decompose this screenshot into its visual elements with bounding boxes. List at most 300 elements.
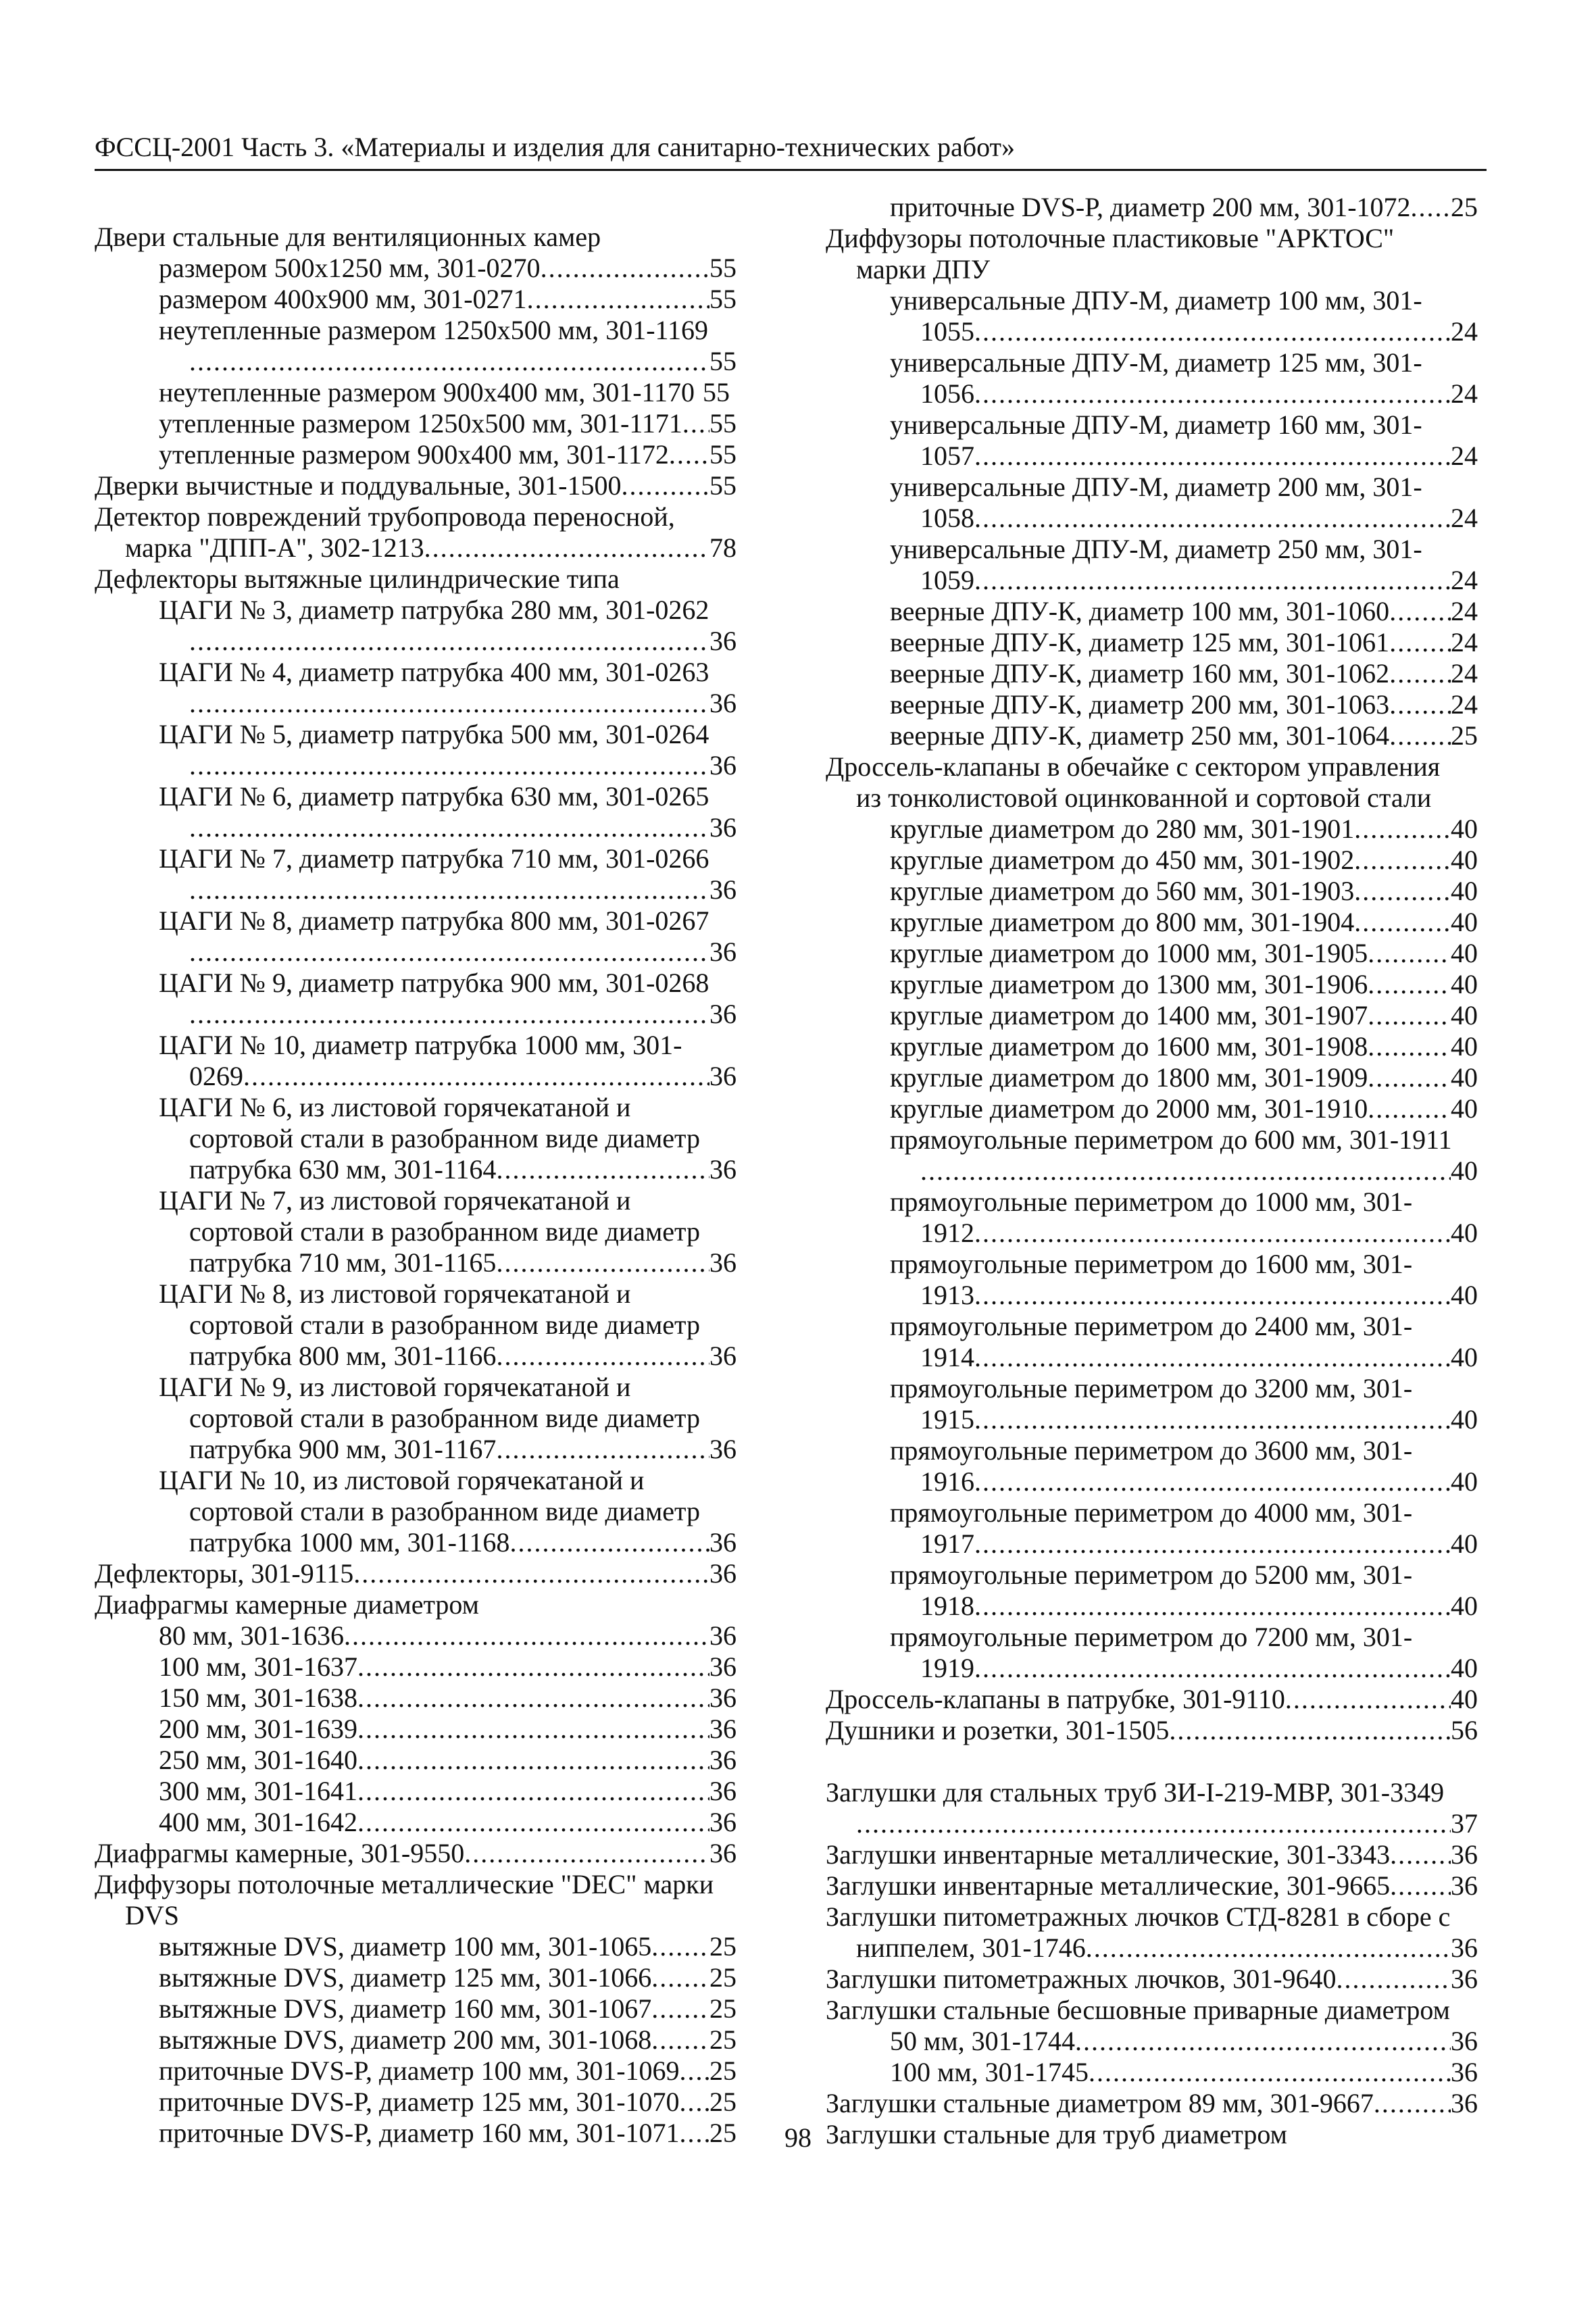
entry-text: неутепленные размером 1250x500 мм, 301-1169 <box>159 315 709 345</box>
entry-text: вытяжные DVS, диаметр 125 мм, 301-1066 <box>159 1962 652 1993</box>
entry-page-number: 25 <box>709 1993 737 2024</box>
leader-dots <box>1354 814 1451 845</box>
leader-dots <box>527 284 709 315</box>
entry-page-number: 36 <box>709 1061 737 1091</box>
entry-page-number: 55 <box>709 408 737 439</box>
leader-dots <box>357 1651 709 1683</box>
index-entry <box>826 1249 1478 1311</box>
index-entry <box>826 814 1478 845</box>
entry-text: Заглушки питометражных лючков, 301-9640 <box>826 1964 1337 1994</box>
entry-page-number: 40 <box>1451 1218 1478 1248</box>
leader-dots <box>1390 1870 1451 1901</box>
index-entry <box>95 1651 737 1683</box>
leader-dots <box>1089 2057 1451 2088</box>
index-entry <box>95 1278 737 1372</box>
leader-dots <box>357 1776 709 1807</box>
index-entry <box>95 1838 737 1869</box>
index-entry <box>826 1497 1478 1560</box>
entry-page-number: 36 <box>709 1434 737 1464</box>
index-entry <box>826 1622 1478 1684</box>
entry-page-number: 40 <box>1451 845 1478 875</box>
entry-text: ниппелем, 301-1746 <box>856 1933 1086 1963</box>
leader-dots <box>357 1807 709 1838</box>
entry-page-number: 40 <box>1451 1031 1478 1062</box>
entry-page-number: 36 <box>709 1714 737 1744</box>
entry-page-number: 24 <box>1451 441 1478 471</box>
leader-dots <box>974 441 1451 472</box>
index-column-right <box>826 192 1478 2150</box>
leader-dots <box>1086 1933 1451 1964</box>
index-entry <box>95 470 737 501</box>
leader-dots <box>464 1838 709 1869</box>
leader-dots <box>1390 1839 1451 1870</box>
entry-page-number: 40 <box>1451 1591 1478 1621</box>
entry-page-number: 25 <box>709 1931 737 1962</box>
index-column-left <box>95 222 737 2149</box>
entry-page-number: 40 <box>1451 1466 1478 1497</box>
leader-dots <box>974 1404 1451 1435</box>
entry-text: 1914 <box>920 1342 974 1372</box>
index-entry <box>95 1185 737 1278</box>
entry-text: прямоугольные периметром до 5200 мм, 301- <box>890 1560 1413 1590</box>
entry-page-number: 40 <box>1451 814 1478 844</box>
index-entry <box>826 596 1478 627</box>
page-number: 98 <box>784 2122 812 2153</box>
entry-text: ЦАГИ № 9, из листовой горячекатаной и <box>159 1372 631 1402</box>
entry-page-number: 40 <box>1451 1404 1478 1435</box>
entry-page-number: 55 <box>709 346 737 376</box>
leader-dots <box>1411 192 1451 223</box>
leader-dots <box>496 1341 709 1372</box>
entry-text: вытяжные DVS, диаметр 160 мм, 301-1067 <box>159 1993 652 2024</box>
entry-text: 100 мм, 301-1637 <box>159 1651 357 1682</box>
entry-page-number: 36 <box>709 1558 737 1589</box>
index-entry <box>95 968 737 1030</box>
entry-text: патрубка 900 мм, 301-1167 <box>189 1434 497 1464</box>
entry-text: Заглушки для стальных труб ЗИ-I-219-МВР, 301-3349 <box>826 1777 1445 1808</box>
leader-dots <box>1354 845 1451 876</box>
page-header: ФССЦ-2001 Часть 3. «Материалы и изделия для санитарно-технических работ» <box>95 128 1487 171</box>
leader-dots <box>974 1218 1451 1249</box>
index-entry <box>826 1000 1478 1031</box>
leader-dots <box>189 346 709 377</box>
entry-text: универсальные ДПУ-М, диаметр 160 мм, 301- <box>890 409 1422 440</box>
entry-page-number: 25 <box>709 2118 737 2148</box>
entry-text: Заглушки питометражных лючков СТД-8281 в сборе с <box>826 1901 1451 1932</box>
entry-text: приточные DVS-P, диаметр 160 мм, 301-1071 <box>159 2118 680 2148</box>
entry-text: Детектор повреждений трубопровода переносной, <box>95 501 675 532</box>
index-entry <box>826 782 1478 814</box>
entry-text: веерные ДПУ-К, диаметр 250 мм, 301-1064 <box>890 720 1390 751</box>
index-entry <box>95 501 737 564</box>
entry-page-number: 40 <box>1451 938 1478 968</box>
entry-text: круглые диаметром до 1000 мм, 301-1905 <box>890 938 1368 968</box>
leader-dots <box>974 503 1451 534</box>
index-entry <box>95 719 737 781</box>
index-entry <box>95 1620 737 1651</box>
entry-text: неутепленные размером 900x400 мм, 301-1170 <box>159 377 695 407</box>
entry-text: сортовой стали в разобранном виде диаметр <box>189 1310 701 1340</box>
entry-page-number: 24 <box>1451 503 1478 533</box>
entry-page-number: 36 <box>709 1776 737 1806</box>
entry-text: Дроссель-клапаны в обечайке с сектором управления <box>826 751 1441 782</box>
index-entry <box>826 409 1478 472</box>
entry-text: универсальные ДПУ-М, диаметр 100 мм, 301- <box>890 285 1422 316</box>
entry-text: Дефлекторы, 301-9115 <box>95 1558 354 1589</box>
leader-dots <box>189 999 709 1030</box>
entry-text: вытяжные DVS, диаметр 200 мм, 301-1068 <box>159 2024 652 2055</box>
index-entry <box>826 938 1478 969</box>
entry-text: Душники и розетки, 301-1505 <box>826 1715 1170 1745</box>
index-entry <box>95 781 737 843</box>
entry-text: размером 500x1250 мм, 301-0270 <box>159 253 541 283</box>
entry-page-number: 36 <box>709 1247 737 1278</box>
entry-text: размером 400x900 мм, 301-0271 <box>159 284 527 314</box>
leader-dots <box>1368 1093 1451 1124</box>
entry-page-number: 36 <box>1451 1870 1478 1901</box>
entry-text: марка "ДПП-А", 302-1213 <box>125 532 424 563</box>
leader-dots <box>974 1528 1451 1560</box>
entry-text: 1917 <box>920 1528 974 1559</box>
entry-text: прямоугольные периметром до 7200 мм, 301- <box>890 1622 1413 1652</box>
entry-text: Дверки вычистные и поддувальные, 301-1500 <box>95 470 622 501</box>
index-entry <box>826 969 1478 1000</box>
leader-dots <box>357 1683 709 1714</box>
index-entry <box>826 347 1478 409</box>
index-entry <box>95 657 737 719</box>
entry-text: 1055 <box>920 316 974 347</box>
entry-text: круглые диаметром до 1600 мм, 301-1908 <box>890 1031 1368 1062</box>
entry-text: ЦАГИ № 4, диаметр патрубка 400 мм, 301-0263 <box>159 657 709 687</box>
leader-dots <box>1389 689 1451 720</box>
entry-page-number: 36 <box>709 688 737 718</box>
leader-dots <box>1389 658 1451 689</box>
entry-page-number: 40 <box>1451 1653 1478 1683</box>
entry-page-number: 36 <box>1451 1933 1478 1963</box>
entry-text: Дроссель-клапаны в патрубке, 301-9110 <box>826 1684 1285 1714</box>
entry-page-number: 36 <box>709 1527 737 1558</box>
entry-text: ЦАГИ № 5, диаметр патрубка 500 мм, 301-0264 <box>159 719 709 749</box>
index-entry <box>95 1589 737 1620</box>
entry-text: круглые диаметром до 560 мм, 301-1903 <box>890 876 1355 906</box>
index-entry <box>826 2026 1478 2057</box>
entry-text: Диафрагмы камерные, 301-9550 <box>95 1838 465 1868</box>
entry-text: ЦАГИ № 10, из листовой горячекатаной и <box>159 1465 645 1495</box>
entry-page-number: 36 <box>709 1651 737 1682</box>
entry-text: приточные DVS-P, диаметр 125 мм, 301-1070 <box>159 2087 680 2117</box>
entry-page-number: 24 <box>1451 378 1478 409</box>
entry-text: ЦАГИ № 8, диаметр патрубка 800 мм, 301-0267 <box>159 905 709 936</box>
index-entry <box>826 192 1478 223</box>
entry-page-number: 40 <box>1451 969 1478 999</box>
entry-text: ЦАГИ № 7, из листовой горячекатаной и <box>159 1185 631 1216</box>
entry-text: 100 мм, 301-1745 <box>890 2057 1089 2087</box>
entry-text: 1913 <box>920 1280 974 1310</box>
leader-dots <box>243 1061 709 1092</box>
entry-page-number: 36 <box>709 750 737 780</box>
entry-text: Диффузоры потолочные металлические "DEC" марки <box>95 1869 714 1899</box>
entry-text: 200 мм, 301-1639 <box>159 1714 357 1744</box>
entry-page-number: 36 <box>709 1683 737 1713</box>
leader-dots <box>1368 1031 1451 1062</box>
index-entry <box>95 1931 737 1962</box>
leader-dots <box>189 937 709 968</box>
index-entry <box>95 595 737 657</box>
index-entry <box>826 1901 1478 1964</box>
entry-page-number: 36 <box>709 874 737 905</box>
entry-text: сортовой стали в разобранном виде диаметр <box>189 1216 701 1247</box>
leader-dots <box>189 626 709 657</box>
index-entry <box>95 222 737 253</box>
entry-page-number: 36 <box>709 1838 737 1868</box>
entry-page-number: 24 <box>1451 596 1478 626</box>
index-entry <box>95 1030 737 1092</box>
entry-page-number: 36 <box>1451 2057 1478 2087</box>
entry-text: марки ДПУ <box>856 254 991 284</box>
entry-page-number: 24 <box>1451 627 1478 657</box>
entry-text: 1056 <box>920 378 974 409</box>
entry-page-number: 36 <box>709 1807 737 1837</box>
leader-dots <box>974 378 1451 409</box>
index-entry <box>95 1869 737 1931</box>
entry-text: приточные DVS-P, диаметр 100 мм, 301-1069 <box>159 2056 680 2086</box>
entry-text: универсальные ДПУ-М, диаметр 250 мм, 301- <box>890 534 1422 564</box>
entry-page-number: 56 <box>1451 1715 1478 1745</box>
leader-dots <box>669 439 709 470</box>
index-entry <box>95 1776 737 1807</box>
index-entry <box>95 439 737 470</box>
leader-dots <box>680 2087 709 2118</box>
entry-text: 250 мм, 301-1640 <box>159 1745 357 1775</box>
leader-dots <box>651 1993 709 2024</box>
entry-text: универсальные ДПУ-М, диаметр 125 мм, 301- <box>890 347 1422 378</box>
index-entry <box>95 253 737 284</box>
leader-dots <box>920 1155 1451 1187</box>
entry-page-number: 36 <box>1451 1839 1478 1870</box>
index-entry <box>826 1870 1478 1901</box>
leader-dots <box>353 1558 709 1589</box>
entry-text: утепленные размером 1250x500 мм, 301-1171 <box>159 408 682 439</box>
entry-page-number: 25 <box>1451 192 1478 222</box>
entry-page-number: 24 <box>1451 565 1478 595</box>
entry-page-number: 24 <box>1451 689 1478 720</box>
entry-page-number: 36 <box>1451 2026 1478 2056</box>
index-entry <box>826 1031 1478 1062</box>
entry-page-number: 25 <box>709 1962 737 1993</box>
index-entry <box>826 907 1478 938</box>
entry-page-number: 40 <box>1451 907 1478 937</box>
entry-page-number: 36 <box>709 937 737 967</box>
entry-page-number: 40 <box>1451 1000 1478 1030</box>
index-entry <box>826 1311 1478 1373</box>
index-entry <box>826 845 1478 876</box>
entry-text: 1058 <box>920 503 974 533</box>
index-entry <box>826 472 1478 534</box>
entry-text: Диафрагмы камерные диаметром <box>95 1589 479 1620</box>
entry-text: Двери стальные для вентиляционных камер <box>95 222 601 252</box>
entry-text: Заглушки стальные диаметром 89 мм, 301-9667 <box>826 2088 1374 2118</box>
index-entry <box>826 658 1478 689</box>
entry-text: круглые диаметром до 1300 мм, 301-1906 <box>890 969 1368 999</box>
leader-dots <box>344 1620 709 1651</box>
index-entry <box>95 1092 737 1185</box>
index-entry <box>826 2057 1478 2088</box>
index-entry <box>826 1777 1478 1839</box>
leader-dots <box>1169 1715 1451 1746</box>
entry-text: прямоугольные периметром до 1600 мм, 301- <box>890 1249 1413 1279</box>
leader-dots <box>651 2024 709 2056</box>
entry-text: DVS <box>125 1900 180 1931</box>
leader-dots <box>1389 720 1451 751</box>
index-entry <box>826 876 1478 907</box>
entry-text: 80 мм, 301-1636 <box>159 1620 344 1651</box>
index-entry <box>826 720 1478 751</box>
index-entry <box>95 564 737 595</box>
entry-text: сортовой стали в разобранном виде диаметр <box>189 1403 701 1433</box>
entry-text: ЦАГИ № 6, из листовой горячекатаной и <box>159 1092 631 1122</box>
index-entry <box>95 1807 737 1838</box>
index-entry <box>826 751 1478 782</box>
leader-dots <box>189 688 709 719</box>
entry-text: вытяжные DVS, диаметр 100 мм, 301-1065 <box>159 1931 652 1962</box>
entry-page-number: 36 <box>709 1620 737 1651</box>
entry-page-number: 55 <box>709 470 737 501</box>
entry-text: 1912 <box>920 1218 974 1248</box>
leader-dots <box>974 1466 1451 1497</box>
leader-dots <box>1368 938 1451 969</box>
entry-page-number: 24 <box>1451 658 1478 689</box>
leader-dots <box>496 1434 709 1465</box>
entry-text: ЦАГИ № 7, диаметр патрубка 710 мм, 301-0266 <box>159 843 709 874</box>
entry-text: круглые диаметром до 280 мм, 301-1901 <box>890 814 1355 844</box>
leader-dots <box>189 812 709 843</box>
entry-text: сортовой стали в разобранном виде диаметр <box>189 1123 701 1153</box>
index-entry <box>95 2087 737 2118</box>
entry-text: ЦАГИ № 6, диаметр патрубка 630 мм, 301-0265 <box>159 781 709 812</box>
leader-dots <box>974 1653 1451 1684</box>
leader-dots <box>509 1527 709 1558</box>
entry-page-number: 40 <box>1451 1062 1478 1093</box>
entry-text: прямоугольные периметром до 3600 мм, 301- <box>890 1435 1413 1466</box>
spacer <box>826 1746 1478 1777</box>
entry-page-number: 40 <box>1451 1684 1478 1714</box>
entry-text: 400 мм, 301-1642 <box>159 1807 357 1837</box>
entry-text: 50 мм, 301-1744 <box>890 2026 1075 2056</box>
entry-text: 0269 <box>189 1061 243 1091</box>
entry-page-number: 40 <box>1451 1280 1478 1310</box>
entry-page-number: 78 <box>709 532 737 563</box>
entry-text: 1057 <box>920 441 974 471</box>
entry-text: круглые диаметром до 1400 мм, 301-1907 <box>890 1000 1368 1030</box>
entry-page-number: 36 <box>709 1341 737 1371</box>
entry-page-number: 40 <box>1451 1093 1478 1124</box>
leader-dots <box>496 1154 709 1185</box>
index-entry <box>826 1684 1478 1715</box>
entry-page-number: 25 <box>709 2087 737 2117</box>
leader-dots <box>682 408 709 439</box>
leader-dots <box>357 1714 709 1745</box>
leader-dots <box>621 470 709 501</box>
entry-text: патрубка 800 мм, 301-1166 <box>189 1341 497 1371</box>
entry-page-number: 55 <box>709 439 737 470</box>
leader-dots <box>974 316 1451 347</box>
index-entry <box>95 1714 737 1745</box>
entry-page-number: 36 <box>709 626 737 656</box>
leader-dots <box>357 1745 709 1776</box>
entry-page-number: 24 <box>1451 316 1478 347</box>
index-entry <box>826 1715 1478 1746</box>
index-entry <box>95 1372 737 1465</box>
leader-dots <box>1374 2088 1451 2119</box>
index-entry <box>826 1435 1478 1497</box>
entry-text: прямоугольные периметром до 4000 мм, 301- <box>890 1497 1413 1528</box>
leader-dots <box>1354 876 1451 907</box>
index-entry <box>95 1558 737 1589</box>
leader-dots <box>1337 1964 1451 1995</box>
entry-text: круглые диаметром до 2000 мм, 301-1910 <box>890 1093 1368 1124</box>
entry-page-number: 40 <box>1451 876 1478 906</box>
entry-text: прямоугольные периметром до 600 мм, 301-1911 <box>890 1124 1452 1155</box>
index-entry <box>95 843 737 905</box>
index-entry <box>826 1839 1478 1870</box>
entry-text: сортовой стали в разобранном виде диаметр <box>189 1496 701 1526</box>
entry-text: 1918 <box>920 1591 974 1621</box>
leader-dots <box>189 750 709 781</box>
entry-text: прямоугольные периметром до 2400 мм, 301- <box>890 1311 1413 1341</box>
entry-text: Заглушки инвентарные металлические, 301-9665 <box>826 1870 1391 1901</box>
entry-page-number: 36 <box>709 1154 737 1185</box>
leader-dots <box>1285 1684 1451 1715</box>
index-entry <box>95 905 737 968</box>
index-entry <box>826 2088 1478 2119</box>
entry-text: веерные ДПУ-К, диаметр 125 мм, 301-1061 <box>890 627 1390 657</box>
index-entry <box>95 377 737 408</box>
entry-text: патрубка 1000 мм, 301-1168 <box>189 1527 510 1558</box>
entry-text: 1919 <box>920 1653 974 1683</box>
entry-page-number: 40 <box>1451 1528 1478 1559</box>
entry-text: 1059 <box>920 565 974 595</box>
index-entry <box>826 534 1478 596</box>
entry-page-number: 40 <box>1451 1155 1478 1186</box>
entry-page-number: 25 <box>709 2024 737 2055</box>
entry-page-number: 40 <box>1451 1342 1478 1372</box>
leader-dots <box>1354 907 1451 938</box>
index-entry <box>95 408 737 439</box>
entry-page-number: 25 <box>709 2056 737 2086</box>
entry-text: прямоугольные периметром до 1000 мм, 301- <box>890 1187 1413 1217</box>
index-entry <box>95 2056 737 2087</box>
index-entry <box>826 285 1478 347</box>
leader-dots <box>1075 2026 1451 2057</box>
leader-dots <box>1389 596 1451 627</box>
leader-dots <box>651 1931 709 1962</box>
entry-text: веерные ДПУ-К, диаметр 200 мм, 301-1063 <box>890 689 1390 720</box>
index-entry <box>95 1745 737 1776</box>
entry-text: круглые диаметром до 800 мм, 301-1904 <box>890 907 1355 937</box>
index-entry <box>826 1560 1478 1622</box>
leader-dots <box>651 1962 709 1993</box>
entry-text: патрубка 630 мм, 301-1164 <box>189 1154 497 1185</box>
index-entry <box>826 1093 1478 1124</box>
leader-dots <box>541 253 709 284</box>
entry-text: приточные DVS-P, диаметр 200 мм, 301-1072 <box>890 192 1411 222</box>
entry-text: 1916 <box>920 1466 974 1497</box>
index-entry <box>826 627 1478 658</box>
leader-dots <box>189 874 709 905</box>
leader-dots <box>1389 627 1451 658</box>
leader-dots <box>974 1342 1451 1373</box>
index-entry <box>826 1995 1478 2026</box>
